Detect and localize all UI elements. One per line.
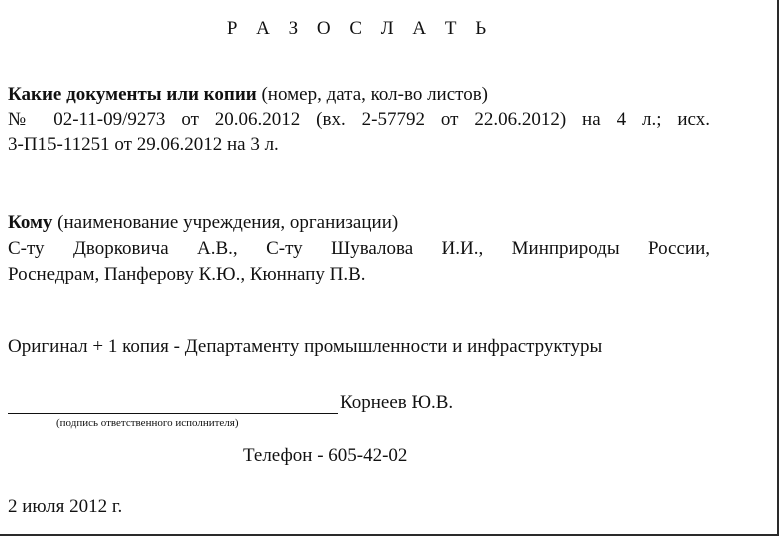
document-title: Р А З О С Л А Т Ь xyxy=(226,18,494,39)
recipients-label-rest: (наименование учреждения, организации) xyxy=(52,212,399,233)
documents-label xyxy=(8,84,710,106)
executor-name: Корнеев Ю.В. xyxy=(340,392,454,413)
recipients-line-1: С-ту Дворковича А.В., С-ту Шувалова И.И., Минприроды России, xyxy=(8,238,710,259)
signature-line xyxy=(8,395,338,414)
original-copy-line: Оригинал + 1 копия - Департаменту промышленности и инфраструктуры xyxy=(8,336,603,357)
recipients-label-bold: Кому xyxy=(8,212,53,233)
recipients-label xyxy=(8,212,710,234)
documents-label-rest: (номер, дата, кол-во листов) xyxy=(256,84,488,105)
documents-line-2: 3-П15-11251 от 29.06.2012 на 3 л. xyxy=(8,134,279,155)
recipients-line-2: Роснедрам, Панферову К.Ю., Кюннапу П.В. xyxy=(8,264,366,285)
documents-line-1: № 02-11-09/9273 от 20.06.2012 (вх. 2-57792 от 22.06.2012) на 4 л.; исх. xyxy=(8,109,710,130)
document-date: 2 июля 2012 г. xyxy=(8,496,123,517)
signature-row xyxy=(8,392,453,414)
phone-line: Телефон - 605-42-02 xyxy=(243,445,408,466)
documents-label-bold: Какие документы или копии xyxy=(8,84,257,105)
signature-caption: (подпись ответственного исполнителя) xyxy=(56,417,239,429)
